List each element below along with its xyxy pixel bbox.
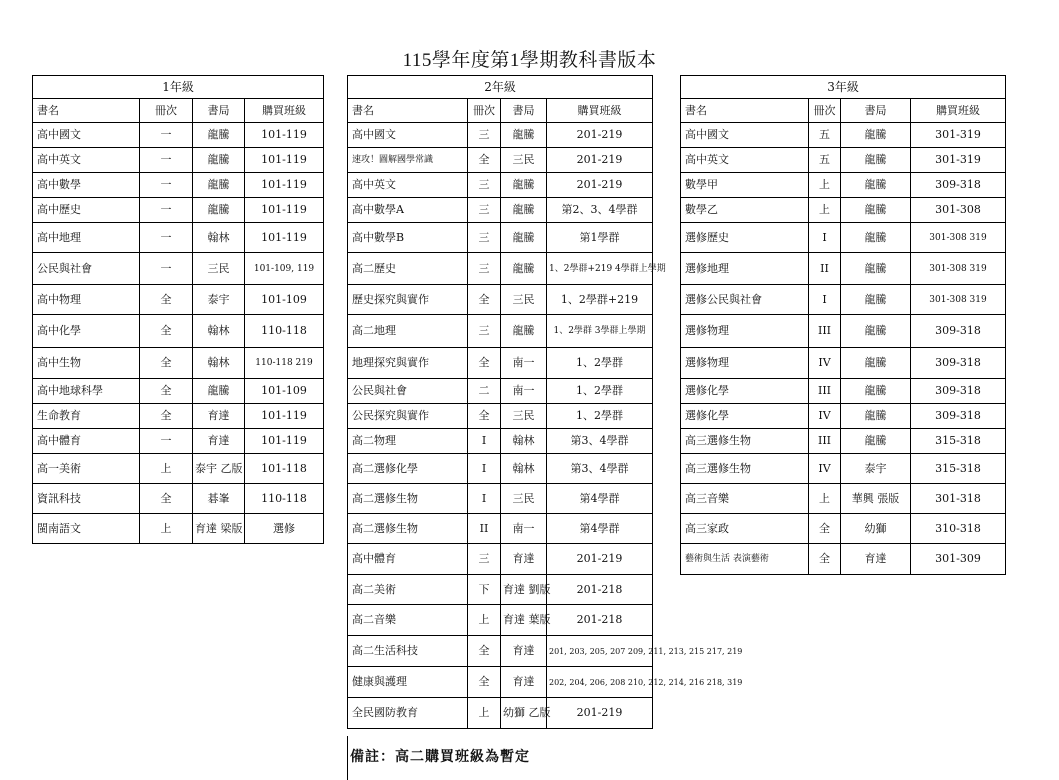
header-classes: 購買班級 [911, 99, 1006, 123]
cell-classes: 第4學群 [547, 484, 653, 514]
cell-classes: 301-319 [911, 123, 1006, 148]
cell-volume: 全 [809, 544, 841, 575]
header-row [348, 99, 653, 123]
cell-name: 高中體育 [33, 429, 140, 454]
cell-classes: 101-119 [245, 123, 324, 148]
table-row [348, 484, 653, 514]
cell-name: 選修物理 [681, 315, 809, 348]
cell-name: 高中數學A [348, 198, 468, 223]
cell-name: 全民國防教育 [348, 698, 468, 729]
grade3-table [680, 75, 1006, 575]
cell-volume: 全 [140, 379, 193, 404]
cell-volume: IV [809, 348, 841, 379]
cell-publisher: 育達 [193, 429, 245, 454]
cell-volume: 全 [140, 484, 193, 514]
cell-publisher: 龍騰 [841, 348, 911, 379]
cell-publisher: 翰林 [193, 315, 245, 348]
table-row [348, 454, 653, 484]
cell-classes: 201-219 [547, 173, 653, 198]
cell-classes: 101-119 [245, 223, 324, 253]
table-row [681, 348, 1006, 379]
cell-name: 數學乙 [681, 198, 809, 223]
cell-volume: I [468, 429, 501, 454]
cell-volume: 五 [809, 148, 841, 173]
table-row [681, 514, 1006, 544]
table-row [681, 404, 1006, 429]
header-volume: 冊次 [809, 99, 841, 123]
table-row [348, 198, 653, 223]
cell-publisher: 育達 梁版 [193, 514, 245, 544]
cell-volume: I [809, 223, 841, 253]
table-row [348, 123, 653, 148]
cell-publisher: 龍騰 [193, 198, 245, 223]
cell-name: 選修歷史 [681, 223, 809, 253]
cell-classes: 309-318 [911, 404, 1006, 429]
cell-volume: 全 [468, 404, 501, 429]
cell-publisher: 三民 [501, 285, 547, 315]
cell-name: 高中物理 [33, 285, 140, 315]
cell-publisher: 龍騰 [841, 223, 911, 253]
table-row [348, 404, 653, 429]
table-row [681, 253, 1006, 285]
header-name: 書名 [348, 99, 468, 123]
cell-publisher: 龍騰 [841, 123, 911, 148]
table-row [681, 429, 1006, 454]
table-row [681, 148, 1006, 173]
cell-classes: 101-119 [245, 148, 324, 173]
cell-classes: 110-118 [245, 484, 324, 514]
cell-volume: 三 [468, 253, 501, 285]
cell-publisher: 龍騰 [501, 173, 547, 198]
cell-name: 選修物理 [681, 348, 809, 379]
cell-name: 公民與社會 [33, 253, 140, 285]
cell-classes: 201, 203, 205, 207 209, 211, 213, 215 217, 219 [547, 636, 653, 667]
cell-volume: 全 [140, 404, 193, 429]
table-row [33, 123, 324, 148]
cell-publisher: 翰林 [193, 348, 245, 379]
cell-name: 選修公民與社會 [681, 285, 809, 315]
header-name: 書名 [33, 99, 140, 123]
cell-publisher: 龍騰 [501, 253, 547, 285]
cell-volume: II [468, 514, 501, 544]
table-row [681, 173, 1006, 198]
cell-publisher: 華興 張版 [841, 484, 911, 514]
cell-name: 高二選修化學 [348, 454, 468, 484]
cell-classes: 101-109 [245, 285, 324, 315]
cell-volume: 全 [468, 667, 501, 698]
cell-publisher: 龍騰 [501, 198, 547, 223]
table-row [33, 484, 324, 514]
cell-classes: 201-219 [547, 698, 653, 729]
cell-name: 生命教育 [33, 404, 140, 429]
cell-name: 高中英文 [33, 148, 140, 173]
cell-volume: 全 [809, 514, 841, 544]
cell-classes: 310-318 [911, 514, 1006, 544]
cell-volume: III [809, 379, 841, 404]
note-left-border [347, 736, 348, 780]
cell-publisher: 龍騰 [501, 123, 547, 148]
cell-volume: III [809, 315, 841, 348]
cell-publisher: 育達 葉版 [501, 605, 547, 636]
cell-name: 高中數學B [348, 223, 468, 253]
cell-classes: 第3、4學群 [547, 429, 653, 454]
cell-name: 高二歷史 [348, 253, 468, 285]
cell-classes: 301-318 [911, 484, 1006, 514]
cell-volume: 上 [468, 605, 501, 636]
header-row [681, 99, 1006, 123]
table-row [348, 379, 653, 404]
cell-publisher: 南一 [501, 379, 547, 404]
header-volume: 冊次 [468, 99, 501, 123]
table-row [33, 454, 324, 484]
cell-volume: IV [809, 404, 841, 429]
cell-classes: 315-318 [911, 454, 1006, 484]
cell-volume: 一 [140, 148, 193, 173]
cell-publisher: 龍騰 [841, 198, 911, 223]
cell-publisher: 育達 [501, 667, 547, 698]
cell-volume: 一 [140, 429, 193, 454]
table-row [681, 198, 1006, 223]
cell-name: 藝術與生活 表演藝術 [681, 544, 809, 575]
cell-name: 高中國文 [348, 123, 468, 148]
cell-name: 資訊科技 [33, 484, 140, 514]
cell-classes: 201-219 [547, 544, 653, 575]
table-row [33, 253, 324, 285]
cell-classes: 101-109 [245, 379, 324, 404]
table-row [348, 285, 653, 315]
cell-name: 公民探究與實作 [348, 404, 468, 429]
table-row [348, 636, 653, 667]
cell-volume: 上 [140, 454, 193, 484]
cell-name: 歷史探究與實作 [348, 285, 468, 315]
cell-name: 高中歷史 [33, 198, 140, 223]
table-row [33, 173, 324, 198]
table-row [33, 285, 324, 315]
cell-publisher: 育達 [501, 636, 547, 667]
table-row [33, 404, 324, 429]
table-row [33, 514, 324, 544]
cell-publisher: 龍騰 [841, 379, 911, 404]
cell-classes: 1、2學群 [547, 404, 653, 429]
cell-classes: 301-319 [911, 148, 1006, 173]
cell-name: 地理探究與實作 [348, 348, 468, 379]
cell-name: 高二物理 [348, 429, 468, 454]
cell-classes: 第3、4學群 [547, 454, 653, 484]
cell-volume: I [468, 454, 501, 484]
cell-classes: 309-318 [911, 173, 1006, 198]
cell-volume: 上 [809, 198, 841, 223]
cell-volume: II [809, 253, 841, 285]
cell-volume: 全 [140, 315, 193, 348]
header-name: 書名 [681, 99, 809, 123]
cell-volume: 下 [468, 575, 501, 605]
cell-name: 高一美術 [33, 454, 140, 484]
cell-volume: 二 [468, 379, 501, 404]
cell-publisher: 翰林 [501, 429, 547, 454]
cell-volume: 全 [468, 348, 501, 379]
cell-volume: 一 [140, 123, 193, 148]
table-row [348, 514, 653, 544]
table-row [33, 348, 324, 379]
cell-classes: 315-318 [911, 429, 1006, 454]
cell-publisher: 龍騰 [193, 379, 245, 404]
cell-volume: 上 [809, 173, 841, 198]
cell-publisher: 龍騰 [841, 253, 911, 285]
cell-classes: 1、2學群+219 [547, 285, 653, 315]
cell-volume: 一 [140, 253, 193, 285]
cell-publisher: 龍騰 [841, 148, 911, 173]
grade-label: 3年級 [681, 76, 1006, 99]
table-row [681, 123, 1006, 148]
cell-publisher: 育達 [501, 544, 547, 575]
cell-classes: 309-318 [911, 379, 1006, 404]
table-row [348, 698, 653, 729]
cell-publisher: 龍騰 [501, 223, 547, 253]
footnote: 備註：高二購買班級為暫定 [350, 749, 530, 765]
table-row [681, 379, 1006, 404]
cell-classes: 110-118 219 [245, 348, 324, 379]
cell-name: 選修化學 [681, 404, 809, 429]
header-row [33, 99, 324, 123]
cell-publisher: 龍騰 [841, 429, 911, 454]
table-row [33, 148, 324, 173]
cell-classes: 301-308 319 [911, 253, 1006, 285]
cell-classes: 201-219 [547, 123, 653, 148]
cell-name: 速攻！圖解國學常識 [348, 148, 468, 173]
cell-classes: 110-118 [245, 315, 324, 348]
cell-volume: IV [809, 454, 841, 484]
cell-volume: 全 [468, 148, 501, 173]
cell-volume: 上 [809, 484, 841, 514]
cell-name: 高中化學 [33, 315, 140, 348]
cell-publisher: 龍騰 [841, 285, 911, 315]
cell-volume: 全 [140, 348, 193, 379]
cell-name: 高中地球科學 [33, 379, 140, 404]
cell-name: 高二美術 [348, 575, 468, 605]
grade-label: 2年級 [348, 76, 653, 99]
cell-name: 高三選修生物 [681, 454, 809, 484]
table-row [348, 148, 653, 173]
cell-volume: 一 [140, 173, 193, 198]
cell-volume: 上 [140, 514, 193, 544]
cell-name: 高二地理 [348, 315, 468, 348]
table-row [348, 429, 653, 454]
cell-publisher: 育達 劉版 [501, 575, 547, 605]
cell-publisher: 翰林 [501, 454, 547, 484]
cell-publisher: 育達 [193, 404, 245, 429]
cell-name: 選修化學 [681, 379, 809, 404]
cell-classes: 202, 204, 206, 208 210, 212, 214, 216 218, 319 [547, 667, 653, 698]
table-row [348, 544, 653, 575]
cell-classes: 第1學群 [547, 223, 653, 253]
table-row [33, 198, 324, 223]
table-row [348, 173, 653, 198]
cell-classes: 第4學群 [547, 514, 653, 544]
header-volume: 冊次 [140, 99, 193, 123]
cell-classes: 1、2學群 [547, 348, 653, 379]
cell-name: 高三音樂 [681, 484, 809, 514]
cell-name: 高二音樂 [348, 605, 468, 636]
cell-classes: 101-119 [245, 173, 324, 198]
cell-name: 高中體育 [348, 544, 468, 575]
table-row [33, 429, 324, 454]
cell-name: 高三選修生物 [681, 429, 809, 454]
cell-publisher: 龍騰 [841, 315, 911, 348]
cell-publisher: 三民 [193, 253, 245, 285]
table-row [348, 223, 653, 253]
table-row [681, 315, 1006, 348]
table-row [33, 315, 324, 348]
cell-publisher: 龍騰 [193, 123, 245, 148]
table-row [348, 605, 653, 636]
cell-classes: 309-318 [911, 348, 1006, 379]
header-publisher: 書局 [841, 99, 911, 123]
cell-name: 高中地理 [33, 223, 140, 253]
cell-classes: 301-308 [911, 198, 1006, 223]
header-publisher: 書局 [193, 99, 245, 123]
cell-publisher: 泰宇 乙版 [193, 454, 245, 484]
cell-volume: 三 [468, 173, 501, 198]
cell-classes: 201-219 [547, 148, 653, 173]
cell-publisher: 泰宇 [841, 454, 911, 484]
header-classes: 購買班級 [245, 99, 324, 123]
cell-volume: 上 [468, 698, 501, 729]
cell-name: 高中國文 [33, 123, 140, 148]
cell-publisher: 三民 [501, 484, 547, 514]
grade1-table [32, 75, 324, 544]
cell-volume: I [468, 484, 501, 514]
cell-publisher: 泰宇 [193, 285, 245, 315]
cell-name: 高二選修生物 [348, 514, 468, 544]
page-title: 115學年度第1學期教科書版本 [402, 50, 657, 71]
cell-name: 高中英文 [348, 173, 468, 198]
cell-name: 公民與社會 [348, 379, 468, 404]
table-row [33, 379, 324, 404]
cell-name: 高中數學 [33, 173, 140, 198]
cell-classes: 1、2學群 3學群上學期 [547, 315, 653, 348]
cell-volume: 三 [468, 544, 501, 575]
cell-publisher: 南一 [501, 348, 547, 379]
cell-classes: 101-119 [245, 429, 324, 454]
cell-name: 數學甲 [681, 173, 809, 198]
cell-volume: 全 [140, 285, 193, 315]
cell-classes: 101-109, 119 [245, 253, 324, 285]
cell-classes: 1、2學群+219 4學群上學期 [547, 253, 653, 285]
cell-volume: 一 [140, 198, 193, 223]
cell-classes: 101-118 [245, 454, 324, 484]
cell-classes: 201-218 [547, 605, 653, 636]
table-row [681, 223, 1006, 253]
cell-volume: 全 [468, 636, 501, 667]
cell-classes: 第2、3、4學群 [547, 198, 653, 223]
cell-publisher: 育達 [841, 544, 911, 575]
table-row [348, 253, 653, 285]
cell-volume: III [809, 429, 841, 454]
table-row [33, 223, 324, 253]
cell-publisher: 翰林 [193, 223, 245, 253]
cell-volume: 全 [468, 285, 501, 315]
header-classes: 購買班級 [547, 99, 653, 123]
cell-volume: I [809, 285, 841, 315]
cell-name: 高中生物 [33, 348, 140, 379]
cell-publisher: 幼獅 [841, 514, 911, 544]
cell-classes: 301-308 319 [911, 285, 1006, 315]
cell-volume: 三 [468, 198, 501, 223]
cell-publisher: 碁峯 [193, 484, 245, 514]
table-row [681, 454, 1006, 484]
cell-name: 高中國文 [681, 123, 809, 148]
cell-name: 健康與護理 [348, 667, 468, 698]
cell-volume: 三 [468, 223, 501, 253]
cell-classes: 1、2學群 [547, 379, 653, 404]
table-row [348, 315, 653, 348]
cell-name: 高二生活科技 [348, 636, 468, 667]
cell-publisher: 幼獅 乙版 [501, 698, 547, 729]
cell-publisher: 三民 [501, 148, 547, 173]
cell-volume: 一 [140, 223, 193, 253]
cell-publisher: 龍騰 [841, 404, 911, 429]
table-row [681, 544, 1006, 575]
cell-publisher: 龍騰 [193, 173, 245, 198]
cell-classes: 309-318 [911, 315, 1006, 348]
cell-name: 選修地理 [681, 253, 809, 285]
cell-publisher: 南一 [501, 514, 547, 544]
table-row [681, 484, 1006, 514]
cell-name: 高三家政 [681, 514, 809, 544]
cell-classes: 201-218 [547, 575, 653, 605]
cell-name: 閩南語文 [33, 514, 140, 544]
table-row [348, 667, 653, 698]
header-publisher: 書局 [501, 99, 547, 123]
grade-label: 1年級 [33, 76, 324, 99]
cell-classes: 301-308 319 [911, 223, 1006, 253]
cell-name: 高中英文 [681, 148, 809, 173]
table-row [348, 348, 653, 379]
cell-volume: 三 [468, 123, 501, 148]
cell-volume: 五 [809, 123, 841, 148]
cell-name: 高二選修生物 [348, 484, 468, 514]
cell-volume: 三 [468, 315, 501, 348]
cell-publisher: 龍騰 [193, 148, 245, 173]
cell-classes: 101-119 [245, 404, 324, 429]
cell-publisher: 三民 [501, 404, 547, 429]
table-row [681, 285, 1006, 315]
cell-classes: 101-119 [245, 198, 324, 223]
cell-classes: 選修 [245, 514, 324, 544]
cell-publisher: 龍騰 [841, 173, 911, 198]
table-row [348, 575, 653, 605]
cell-publisher: 龍騰 [501, 315, 547, 348]
cell-classes: 301-309 [911, 544, 1006, 575]
